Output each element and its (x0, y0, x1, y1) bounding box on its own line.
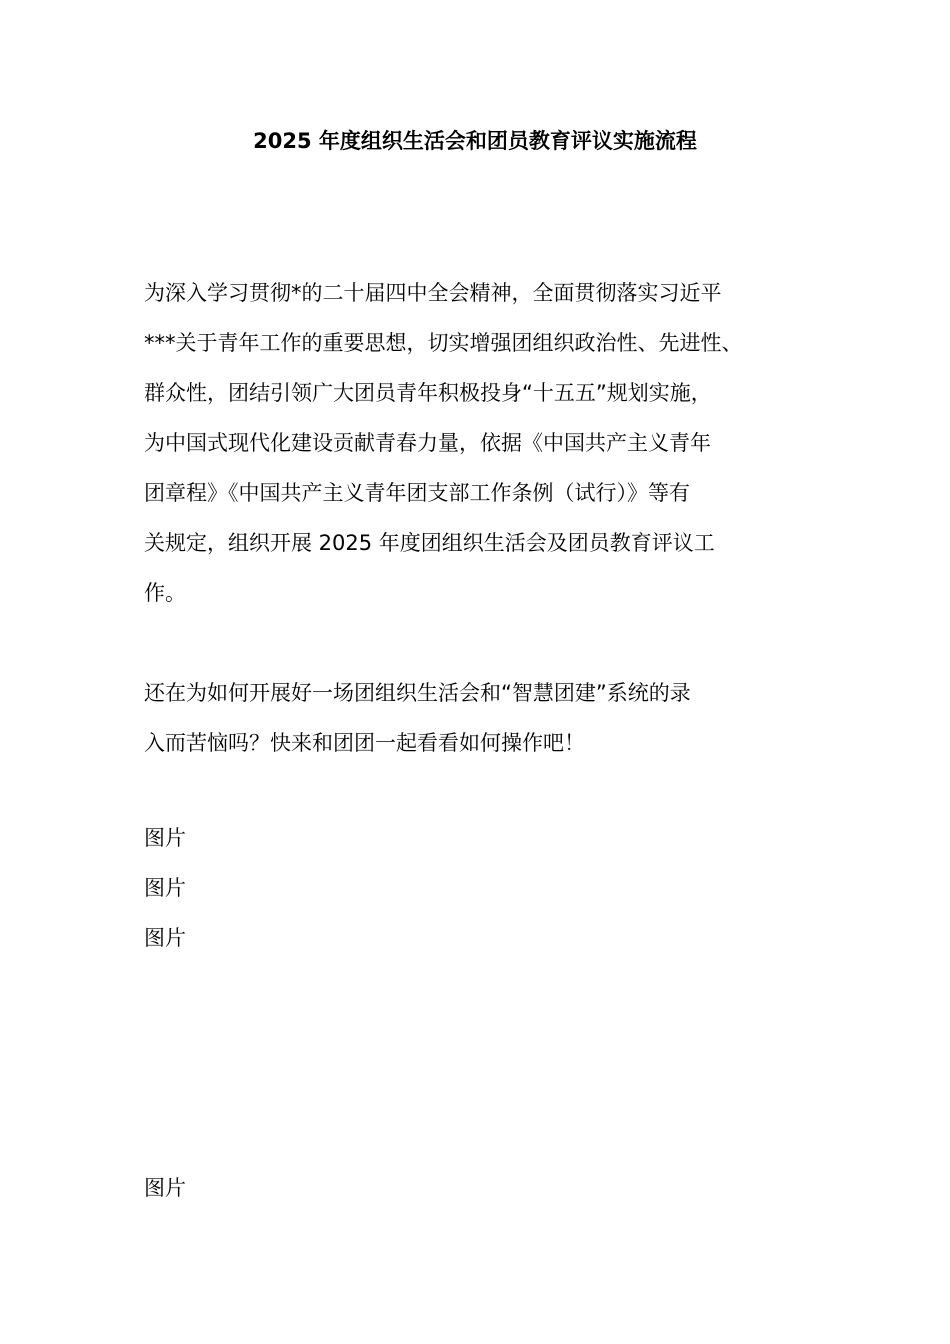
paragraph-line: 团章程》《中国共产主义青年团支部工作条例（试行）》等有 (144, 481, 690, 505)
image-placeholder-label: 图片 (144, 926, 186, 950)
paragraph-line: 作。 (144, 581, 186, 605)
page-title: 2025 年度组织生活会和团员教育评议实施流程 (253, 129, 697, 153)
paragraph-line: 群众性，团结引领广大团员青年积极投身“十五五”规划实施， (144, 381, 712, 405)
paragraph-line: 为深入学习贯彻*的二十届四中全会精神，全面贯彻落实习近平 (144, 281, 722, 305)
paragraph-line: 关规定，组织开展 2025 年度团组织生活会及团员教育评议工 (144, 531, 715, 555)
paragraph-line: ***关于青年工作的重要思想，切实增强团组织政治性、先进性、 (144, 331, 743, 355)
guide-paragraph (144, 668, 816, 768)
image-placeholder-label: 图片 (144, 1176, 186, 1200)
image-placeholder-label: 图片 (144, 826, 186, 850)
image-placeholder-label: 图片 (144, 876, 186, 900)
paragraph-line: 入而苦恼吗？快来和团团一起看看如何操作吧！ (144, 731, 585, 755)
paragraph-line: 为中国式现代化建设贡献青春力量，依据《中国共产主义青年 (144, 431, 711, 455)
intro-paragraph (144, 268, 816, 618)
paragraph-line: 还在为如何开展好一场团组织生活会和“智慧团建”系统的录 (144, 681, 691, 705)
